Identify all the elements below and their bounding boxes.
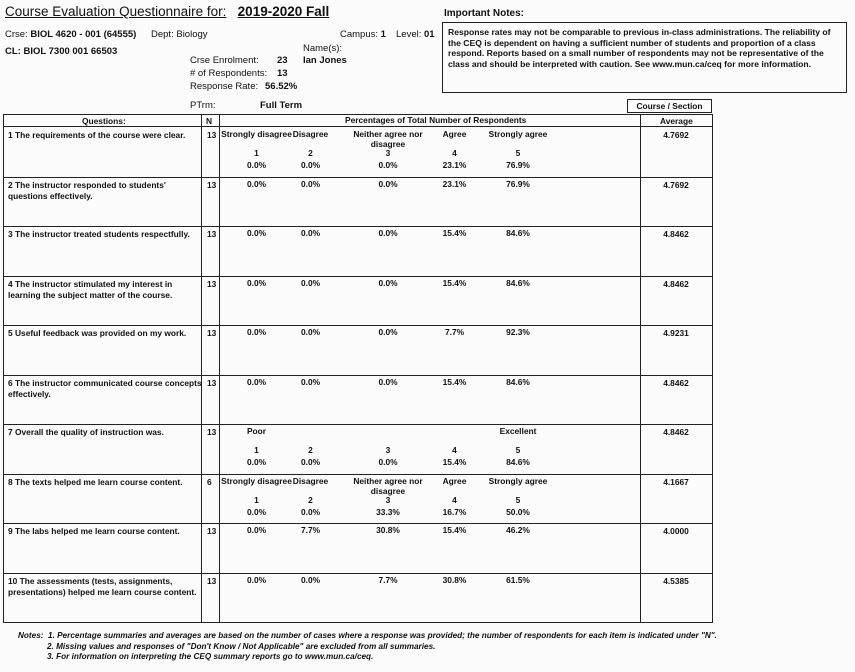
- response-count: 13: [207, 279, 217, 289]
- percentage-cell: 84.6%: [506, 377, 530, 387]
- question-text: 3 The instructor treated students respectfully.: [8, 229, 190, 239]
- percentage-cell: 0.0%: [246, 228, 267, 238]
- percentage-cell: 0.0%: [246, 160, 267, 170]
- response-count: 13: [207, 576, 217, 586]
- footer-note-1: Notes: 1. Percentage summaries and averages are based on the number of cases where a response was provided; the number of respondents for each item is indicated under "N".: [18, 631, 717, 640]
- page-title: [5, 4, 329, 19]
- rate-value: 56.52%: [265, 81, 298, 92]
- percentage-cell: 0.0%: [300, 160, 321, 170]
- average-header: Average: [660, 116, 693, 126]
- average-value: 4.1667: [663, 477, 689, 487]
- response-count: 13: [207, 180, 217, 190]
- percentage-cell: 0.0%: [246, 377, 267, 387]
- percentages-header: Percentages of Total Number of Respondents: [345, 115, 527, 125]
- percentage-cell: 0.0%: [246, 327, 267, 337]
- scale-number: 1: [254, 495, 259, 505]
- row-divider: [3, 573, 713, 574]
- percentage-cell: 0.0%: [300, 377, 321, 387]
- scale-number: 1: [254, 148, 259, 158]
- enrolment-value: 23: [277, 55, 288, 66]
- percentage-cell: 23.1%: [442, 179, 467, 189]
- average-value: 4.8462: [663, 279, 689, 289]
- percentage-cell: 0.0%: [300, 327, 321, 337]
- dept-line: Dept: Biology: [151, 29, 208, 40]
- scale-label: Neither agree nor disagree: [353, 129, 423, 149]
- average-value: 4.7692: [663, 180, 689, 190]
- row-divider: [3, 276, 713, 277]
- rate-label: Response Rate:: [190, 81, 259, 92]
- level-line: Level: 01: [396, 29, 435, 40]
- scale-label: Strongly agree: [488, 129, 548, 139]
- important-notes-text: Response rates may not be comparable to previous in-class administrations. The reliability of the CEQ is dependent on having a sufficient number of students and proportion of a class respond. Reports based on a small number of respondents may not be representative of the class and should be interpreted with caution. See www.mun.ca/ceq for more information.: [448, 27, 831, 69]
- response-count: 13: [207, 526, 217, 536]
- average-value: 4.5385: [663, 576, 689, 586]
- row-divider: [3, 177, 713, 178]
- percentage-cell: 84.6%: [506, 278, 530, 288]
- dept-value: Biology: [176, 29, 208, 40]
- scale-number: 4: [452, 495, 457, 505]
- percentage-cell: 0.0%: [300, 278, 321, 288]
- instructor-name: Ian Jones: [303, 55, 347, 66]
- average-value: 4.8462: [663, 427, 689, 437]
- percentage-cell: 16.7%: [442, 507, 467, 517]
- scale-number: 4: [452, 445, 457, 455]
- title-prefix: Course Evaluation Questionnaire for:: [5, 4, 227, 19]
- row-divider: [3, 523, 713, 524]
- percentage-cell: 7.7%: [300, 525, 321, 535]
- course-code: BIOL 4620 - 001 (64555): [30, 29, 137, 40]
- percentage-cell: 23.1%: [442, 160, 467, 170]
- title-term: 2019-2020 Fall: [237, 4, 330, 19]
- row-divider: [3, 424, 713, 425]
- percentage-cell: 0.0%: [300, 575, 321, 585]
- percentage-cell: 15.4%: [442, 377, 467, 387]
- percentage-cell: 33.3%: [376, 507, 400, 517]
- course-line: Crse: BIOL 4620 - 001 (64555): [5, 29, 137, 40]
- percentage-cell: 46.2%: [506, 525, 530, 535]
- question-text: 8 The texts helped me learn course content.: [8, 477, 183, 487]
- percentage-cell: 0.0%: [246, 575, 267, 585]
- percentage-cell: 0.0%: [246, 457, 267, 467]
- pterm-label: PTrm:: [190, 100, 216, 111]
- questions-header: Questions:: [82, 116, 126, 126]
- average-value: 4.0000: [663, 526, 689, 536]
- scale-label: Strongly disagree: [221, 476, 292, 486]
- response-count: 13: [207, 229, 217, 239]
- percentage-cell: 7.7%: [444, 327, 465, 337]
- percentage-cell: 30.8%: [442, 575, 467, 585]
- percentage-cell: 0.0%: [300, 457, 321, 467]
- percentage-cell: 0.0%: [378, 327, 398, 337]
- cl-line: CL: BIOL 7300 001 66503: [5, 46, 118, 57]
- average-value: 4.7692: [663, 130, 689, 140]
- row-divider: [3, 226, 713, 227]
- course-section-box: Course / Section: [627, 99, 712, 113]
- scale-label: Excellent: [499, 426, 537, 436]
- question-text: 5 Useful feedback was provided on my work.: [8, 328, 187, 338]
- percentage-cell: 0.0%: [246, 179, 267, 189]
- percentage-cell: 7.7%: [378, 575, 398, 585]
- percentage-cell: 0.0%: [378, 160, 398, 170]
- row-divider: [3, 325, 713, 326]
- n-header: N: [206, 116, 213, 126]
- percentage-cell: 0.0%: [300, 507, 321, 517]
- scale-label: Strongly agree: [488, 476, 548, 486]
- scale-number: 4: [452, 148, 457, 158]
- scale-number: 5: [515, 148, 521, 158]
- campus-line: Campus: 1: [340, 29, 386, 40]
- response-count: 13: [207, 378, 217, 388]
- percentage-cell: 0.0%: [246, 278, 267, 288]
- question-text: 2 The instructor responded to students' questions effectively.: [8, 180, 166, 201]
- percentage-cell: 76.9%: [506, 160, 530, 170]
- question-text: 1 The requirements of the course were clear.: [8, 130, 186, 140]
- percentage-cell: 0.0%: [378, 228, 398, 238]
- scale-number: 2: [308, 445, 313, 455]
- response-count: 13: [207, 427, 217, 437]
- response-count: 6: [207, 477, 212, 487]
- scale-label: Agree: [442, 129, 467, 139]
- scale-label: Poor: [246, 426, 267, 436]
- percentage-cell: 0.0%: [378, 179, 398, 189]
- percentage-cell: 0.0%: [300, 228, 321, 238]
- percentage-cell: 15.4%: [442, 228, 467, 238]
- percentage-cell: 84.6%: [506, 228, 530, 238]
- important-notes-heading: Important Notes:: [444, 8, 524, 19]
- percentage-cell: 0.0%: [378, 377, 398, 387]
- pterm-value: Full Term: [260, 100, 303, 111]
- scale-number: 5: [515, 495, 521, 505]
- percentage-cell: 61.5%: [506, 575, 530, 585]
- question-text: 10 The assessments (tests, assignments, presentations) helped me learn course content.: [8, 576, 197, 597]
- scale-number: 3: [385, 495, 391, 505]
- percentage-cell: 30.8%: [376, 525, 400, 535]
- row-divider: [3, 375, 713, 376]
- scale-label: Neither agree nor disagree: [353, 476, 423, 496]
- response-count: 13: [207, 130, 217, 140]
- scale-label: Disagree: [292, 129, 329, 139]
- percentage-cell: 84.6%: [506, 457, 530, 467]
- percentage-cell: 0.0%: [300, 179, 321, 189]
- scale-number: 1: [254, 445, 259, 455]
- scale-number: 3: [385, 445, 391, 455]
- names-label: Name(s):: [303, 43, 343, 54]
- scale-label: Agree: [442, 476, 467, 486]
- question-text: 4 The instructor stimulated my interest in learning the subject matter of the course.: [8, 279, 173, 300]
- important-notes-box: [442, 22, 847, 93]
- percentage-cell: 0.0%: [378, 457, 398, 467]
- scale-number: 2: [308, 495, 313, 505]
- percentage-cell: 0.0%: [246, 507, 267, 517]
- percentage-cell: 15.4%: [442, 457, 467, 467]
- percentage-cell: 0.0%: [378, 278, 398, 288]
- respondents-value: 13: [277, 68, 288, 79]
- question-text: 7 Overall the quality of instruction was.: [8, 427, 164, 437]
- question-text: 9 The labs helped me learn course content.: [8, 526, 180, 536]
- average-value: 4.8462: [663, 229, 689, 239]
- percentage-cell: 76.9%: [506, 179, 530, 189]
- scale-number: 2: [308, 148, 313, 158]
- average-value: 4.9231: [663, 328, 689, 338]
- row-divider: [3, 474, 713, 475]
- scale-number: 3: [385, 148, 391, 158]
- footer-note-3: 3. For information on interpreting the CEQ summary reports go to www.mun.ca/ceq.: [47, 652, 374, 661]
- enrolment-label: Crse Enrolment:: [190, 55, 259, 66]
- scale-number: 5: [515, 445, 521, 455]
- scale-label: Disagree: [292, 476, 329, 486]
- percentage-cell: 15.4%: [442, 525, 467, 535]
- footer-note-2: 2. Missing values and responses of "Don't Know / Not Applicable" are excluded from all summaries.: [47, 642, 436, 651]
- percentage-cell: 92.3%: [506, 327, 530, 337]
- question-text: 6 The instructor communicated course concepts effectively.: [8, 378, 202, 399]
- respondents-label: # of Respondents:: [190, 68, 268, 79]
- response-count: 13: [207, 328, 217, 338]
- header-divider: [3, 126, 713, 127]
- percentage-cell: 0.0%: [246, 525, 267, 535]
- percentage-cell: 15.4%: [442, 278, 467, 288]
- percentage-cell: 50.0%: [506, 507, 530, 517]
- scale-label: Strongly disagree: [221, 129, 292, 139]
- average-value: 4.8462: [663, 378, 689, 388]
